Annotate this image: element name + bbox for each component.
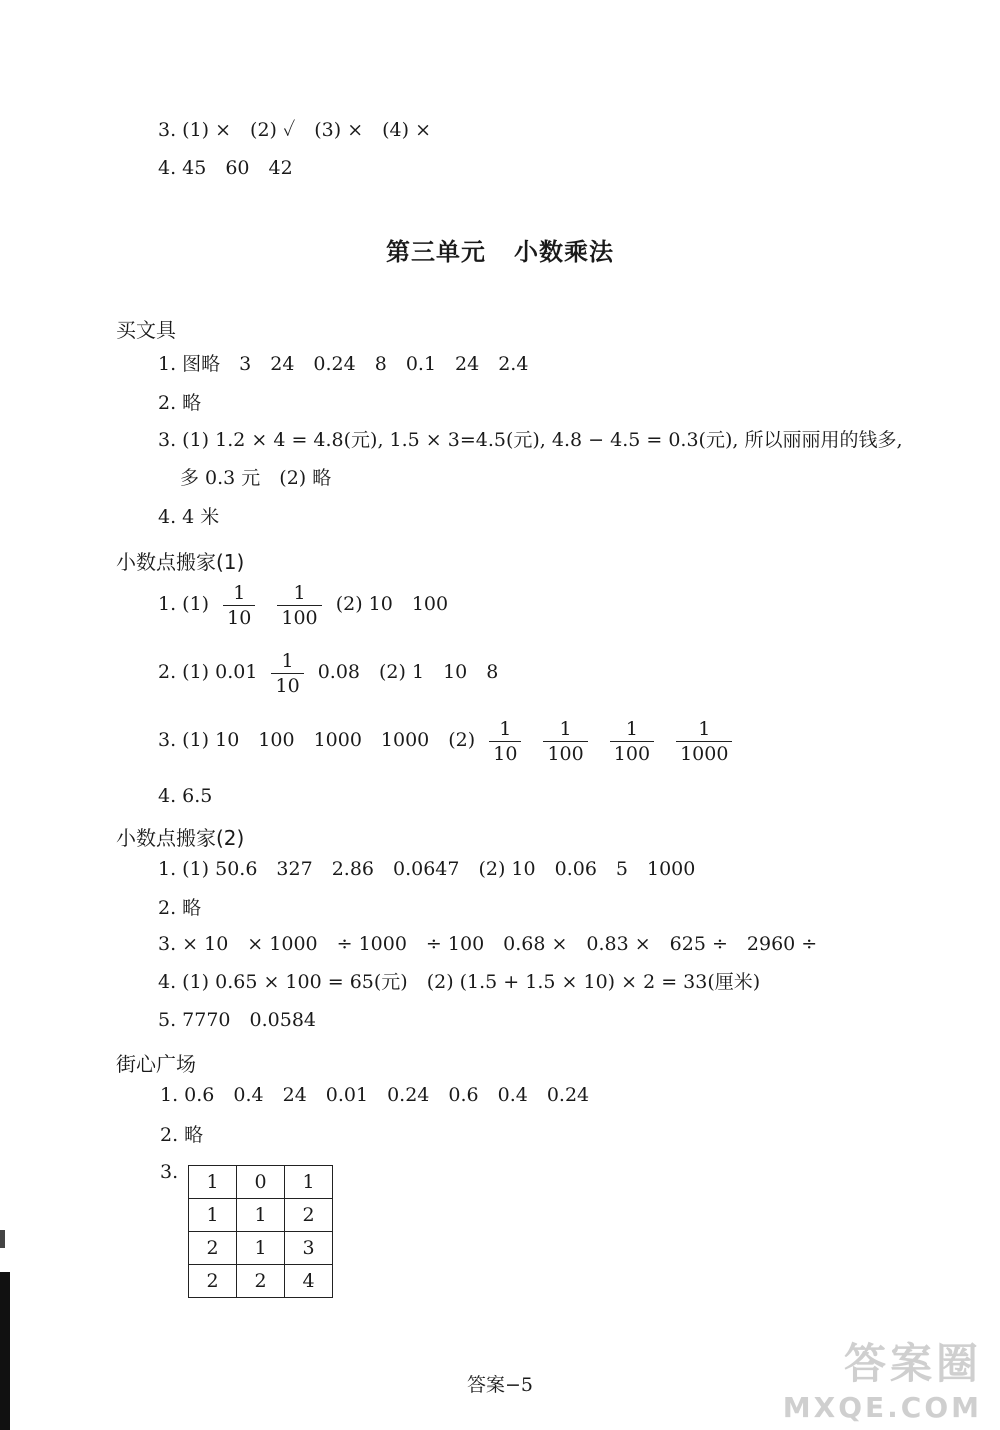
answer-line: 2. 略 [158, 392, 202, 414]
fraction-denominator: 100 [277, 605, 321, 629]
unit-name: 小数乘法 [514, 238, 614, 266]
fraction-denominator: 10 [271, 673, 303, 697]
answer-line: 2. 略 [160, 1124, 204, 1146]
fraction-numerator: 1 [698, 717, 711, 740]
fraction [271, 650, 303, 697]
section-heading: 买文具 [116, 318, 176, 342]
fraction-numerator: 1 [233, 581, 246, 604]
answer-line: 4. 4 米 [158, 506, 220, 528]
answer-text: (2) 10 100 [335, 593, 449, 615]
answer-line: 4. 6.5 [158, 785, 213, 807]
grid-cell: 4 [285, 1265, 333, 1298]
answer-line [158, 580, 448, 629]
fraction [223, 582, 255, 629]
grid-cell: 1 [237, 1199, 285, 1232]
fraction-denominator: 10 [223, 605, 255, 629]
answer-line: 2. 略 [158, 897, 202, 919]
fraction [676, 718, 732, 765]
section-heading: 小数点搬家(2) [116, 826, 245, 850]
grid-row [189, 1265, 333, 1298]
answer-text: 2. (1) 0.01 [158, 661, 258, 683]
grid-cell: 1 [189, 1199, 237, 1232]
answer-line [158, 716, 740, 765]
grid-cell: 2 [189, 1232, 237, 1265]
unit-number: 第三单元 [386, 238, 486, 266]
fraction [277, 582, 321, 629]
answer-line: 1. 图略 3 24 0.24 8 0.1 24 2.4 [158, 353, 529, 375]
page-number: 答案−5 [466, 1374, 533, 1396]
page-edge-shadow [0, 1272, 10, 1430]
fraction-denominator: 100 [610, 741, 654, 765]
watermark [783, 1331, 982, 1424]
grid-cell: 1 [285, 1166, 333, 1199]
answer-line: 4. 45 60 42 [158, 157, 293, 179]
fraction [489, 718, 521, 765]
watermark-url: MXQE.COM [782, 1391, 982, 1424]
fraction-denominator: 10 [489, 741, 521, 765]
section-heading: 街心广场 [116, 1052, 196, 1076]
answer-text: 0.08 (2) 1 10 8 [317, 661, 499, 683]
grid-row [189, 1199, 333, 1232]
answer-line: 3. (1) 1.2 × 4 = 4.8(元), 1.5 × 3=4.5(元), 4.8 − 4.5 = 0.3(元), 所以丽丽用的钱多, [158, 429, 903, 451]
page-edge-mark [0, 1230, 5, 1248]
fraction-numerator: 1 [499, 717, 512, 740]
answer-text: 3. (1) 10 100 1000 1000 (2) [158, 729, 476, 751]
answer-line: 4. (1) 0.65 × 100 = 65(元) (2) (1.5 + 1.5 × 10) × 2 = 33(厘米) [158, 971, 761, 993]
watermark-logo: 答案圈 [843, 1339, 982, 1388]
answer-line: 5. 7770 0.0584 [158, 1009, 317, 1031]
section-heading: 小数点搬家(1) [116, 550, 245, 574]
grid-cell: 0 [237, 1166, 285, 1199]
grid-cell: 1 [237, 1232, 285, 1265]
answer-line: 3. [160, 1161, 179, 1183]
fraction [610, 718, 654, 765]
grid-cell: 2 [189, 1265, 237, 1298]
grid-cell: 3 [285, 1232, 333, 1265]
answer-line: 3. × 10 × 1000 ÷ 1000 ÷ 100 0.68 × 0.83 × 625 ÷ 2960 ÷ [158, 933, 818, 955]
number-grid [188, 1165, 333, 1298]
fraction-numerator: 1 [293, 581, 306, 604]
answer-line: 1. 0.6 0.4 24 0.01 0.24 0.6 0.4 0.24 [160, 1084, 590, 1106]
answer-text: 1. (1) [158, 593, 210, 615]
answer-line: 多 0.3 元 (2) 略 [180, 467, 332, 489]
grid-cell: 1 [189, 1166, 237, 1199]
fraction-denominator: 100 [543, 741, 587, 765]
unit-title [0, 232, 1000, 267]
fraction-numerator: 1 [281, 649, 294, 672]
grid-row [189, 1232, 333, 1265]
fraction-denominator: 1000 [676, 741, 732, 765]
grid-cell: 2 [285, 1199, 333, 1232]
fraction-numerator: 1 [625, 717, 638, 740]
answer-line: 3. (1) × (2) ✓ (3) × (4) × [158, 119, 431, 141]
grid-cell: 2 [237, 1265, 285, 1298]
fraction [543, 718, 587, 765]
fraction-numerator: 1 [559, 717, 572, 740]
answer-line: 1. (1) 50.6 327 2.86 0.0647 (2) 10 0.06 5 1000 [158, 858, 696, 880]
grid-row [189, 1166, 333, 1199]
answer-line [158, 648, 498, 697]
